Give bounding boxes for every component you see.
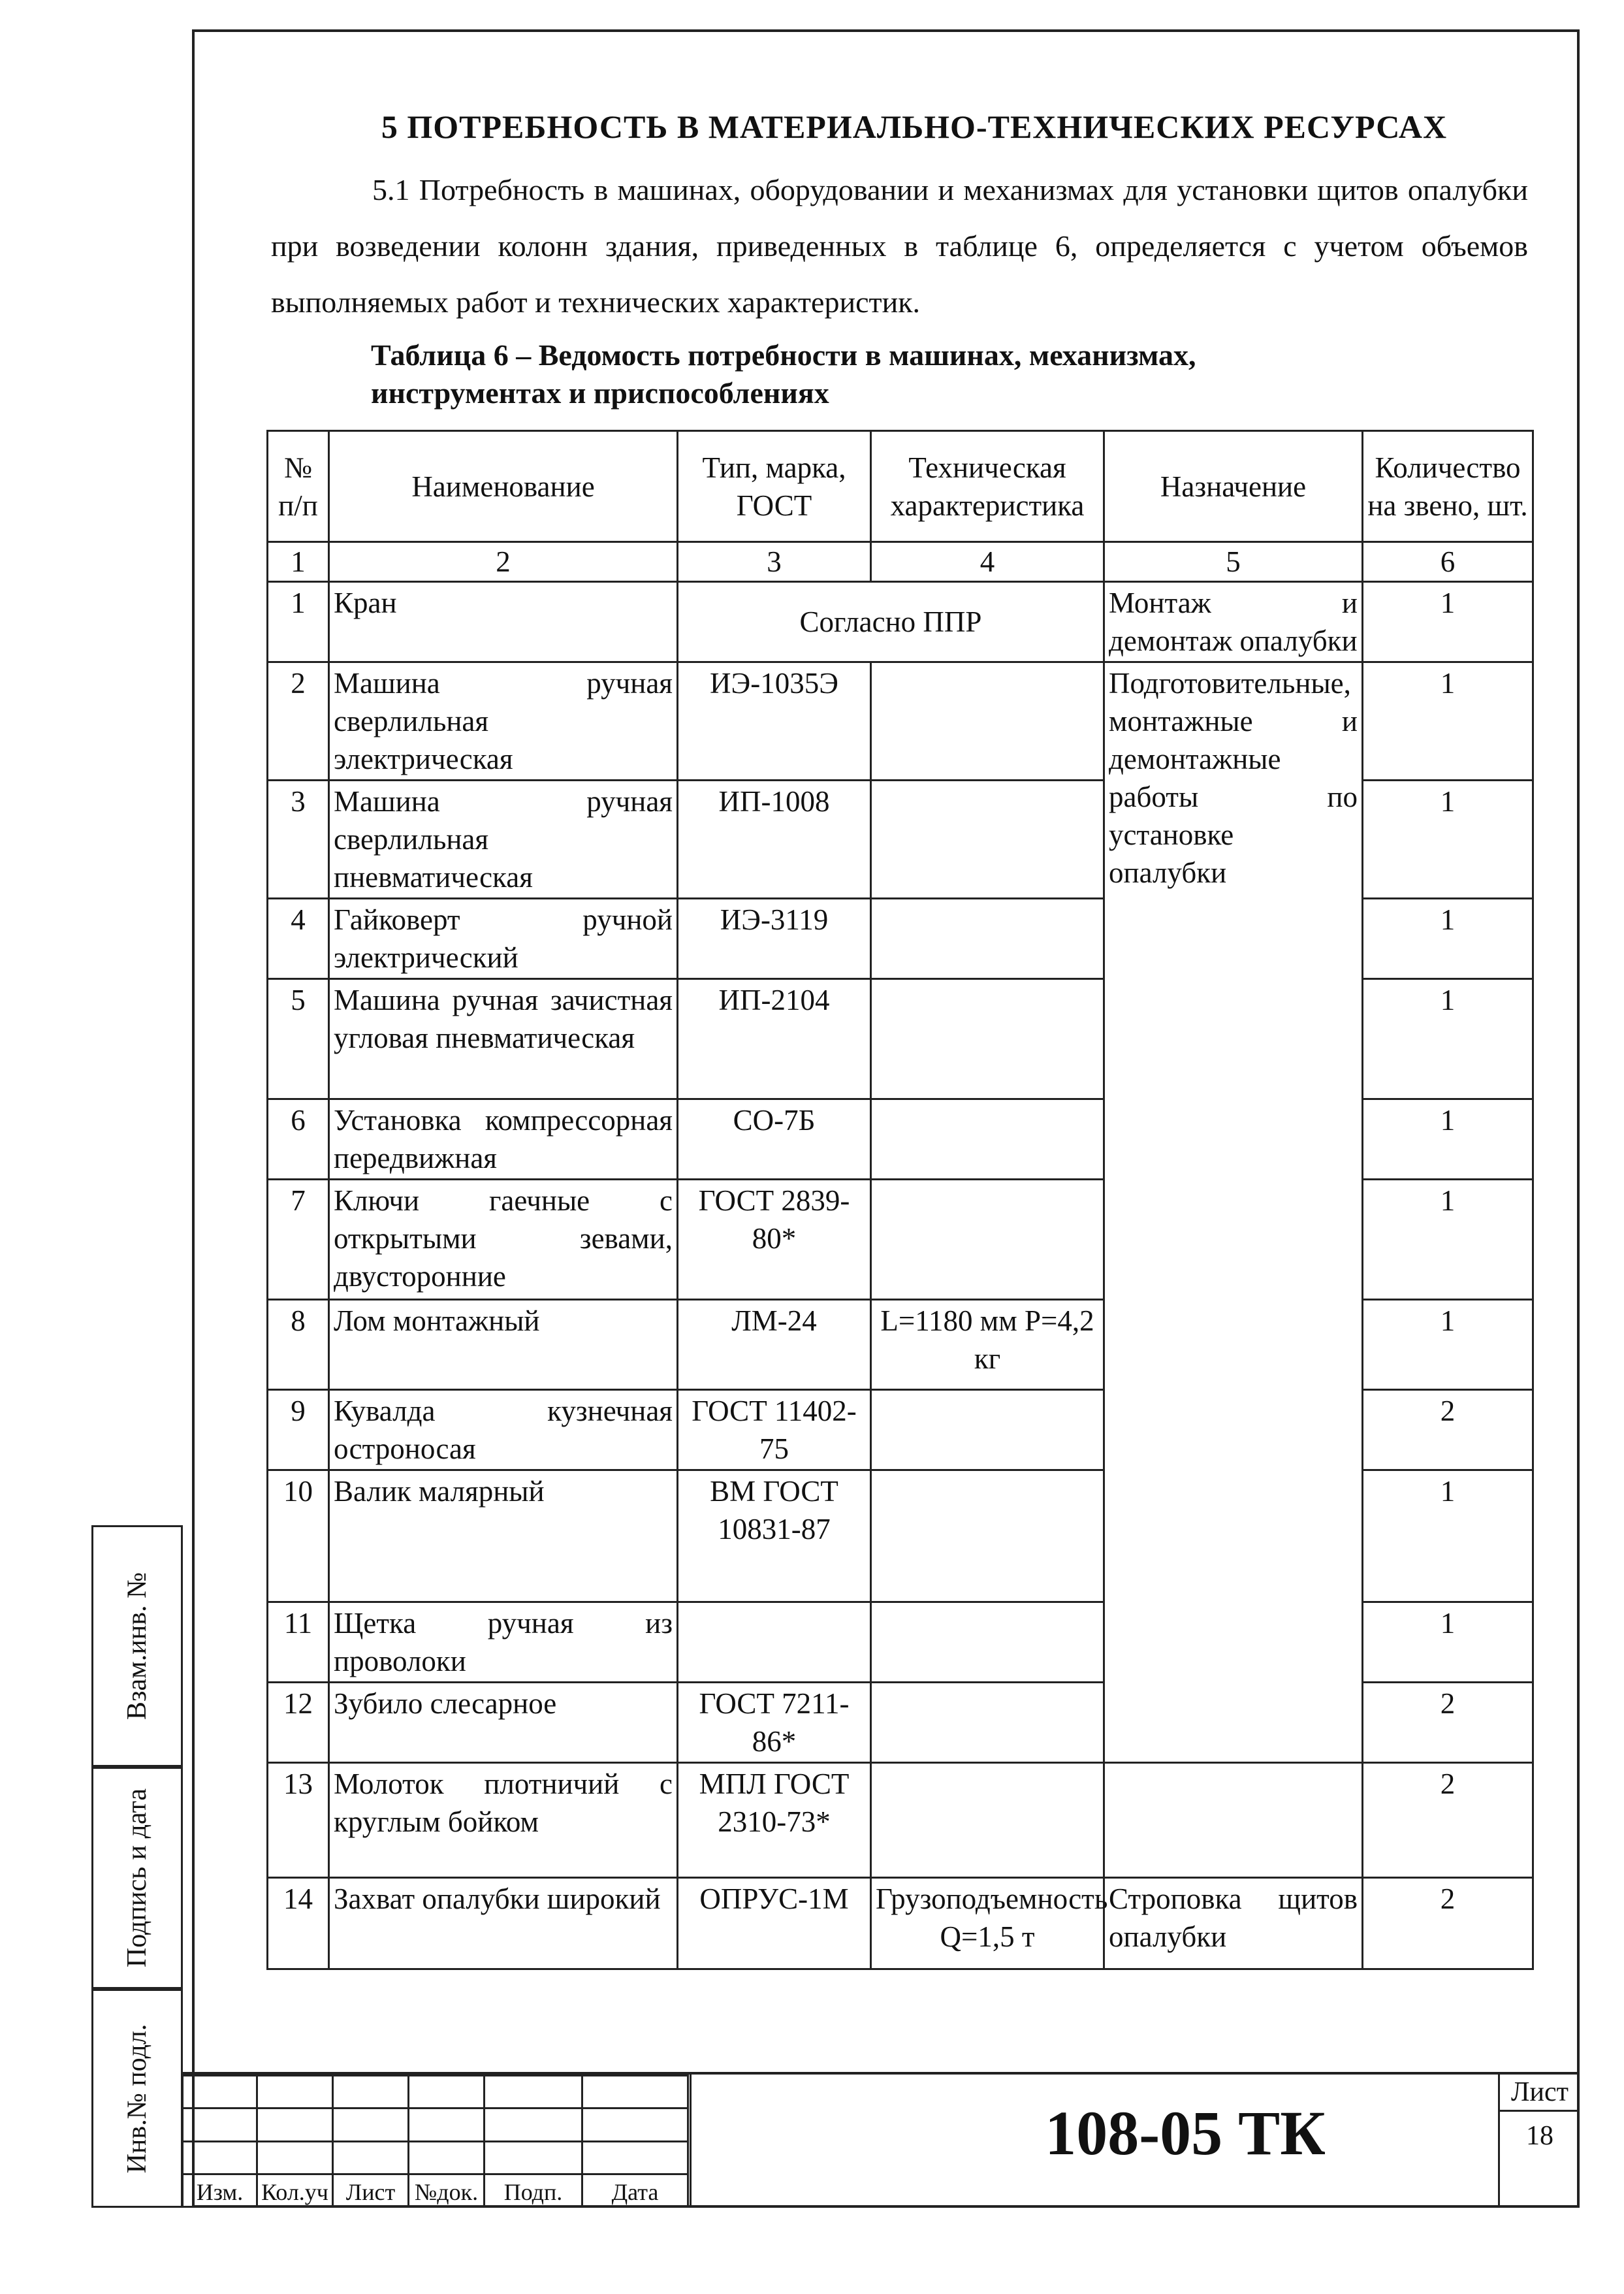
row-name: Ключи гаечные с открытыми зевами, двусторонние xyxy=(329,1180,678,1300)
row-name: Молоток плотничий с круглым бойком xyxy=(329,1763,678,1878)
header-type: Тип, марка, ГОСТ xyxy=(678,431,871,542)
table-row xyxy=(268,1878,1533,1969)
header-tech: Техническая характеристика xyxy=(871,431,1104,542)
row-quantity: 1 xyxy=(1363,1300,1533,1390)
row-tech xyxy=(871,899,1104,979)
row-name: Захват опалубки широкий xyxy=(329,1878,678,1969)
row-tech xyxy=(871,662,1104,781)
table-index-row xyxy=(268,542,1533,582)
title-block xyxy=(182,2072,1580,2208)
row-number: 14 xyxy=(268,1878,329,1969)
row-purpose xyxy=(1104,1763,1363,1878)
row-type: ИП-2104 xyxy=(678,979,871,1099)
row-number: 7 xyxy=(268,1180,329,1300)
title-block-grid xyxy=(182,2075,689,2208)
sheet-label: Лист xyxy=(1500,2075,1580,2112)
row-type: ВМ ГОСТ 10831-87 xyxy=(678,1470,871,1602)
resources-table xyxy=(266,430,1534,1970)
stamp-label: Изм. xyxy=(183,2174,257,2206)
stamp-label: Лист xyxy=(333,2174,409,2206)
body-paragraph: 5.1 Потребность в машинах, оборудовании и механизмах для установки щитов опалубки при возведении колонн здания, приведенных в таблице 6, определяется с учетом объемов выполняемых работ и технических характеристик. xyxy=(271,173,1528,319)
row-tech xyxy=(871,1390,1104,1470)
row-quantity: 1 xyxy=(1363,1099,1533,1180)
stamp-label: №док. xyxy=(409,2174,485,2206)
index-cell: 6 xyxy=(1363,542,1533,582)
row-quantity: 2 xyxy=(1363,1878,1533,1969)
row-tech xyxy=(871,1602,1104,1683)
header-quantity: Количество на звено, шт. xyxy=(1363,431,1533,542)
table-row xyxy=(268,662,1533,781)
row-type xyxy=(678,1602,871,1683)
row-number: 4 xyxy=(268,899,329,979)
section-heading: 5 ПОТРЕБНОСТЬ В МАТЕРИАЛЬНО-ТЕХНИЧЕСКИХ РЕСУРСАХ xyxy=(381,108,1448,145)
table-header-row xyxy=(268,431,1533,542)
row-tech xyxy=(871,781,1104,899)
side-cell-vzam xyxy=(91,1525,183,1767)
row-quantity: 1 xyxy=(1363,1180,1533,1300)
row-number: 1 xyxy=(268,582,329,662)
stamp-label: Кол.уч xyxy=(257,2174,333,2206)
row-number: 13 xyxy=(268,1763,329,1878)
side-label-inv: Инв.№ подл. xyxy=(122,2024,152,2173)
row-purpose: Строповка щитов опалубки xyxy=(1104,1878,1363,1969)
row-name: Щетка ручная из проволоки xyxy=(329,1602,678,1683)
header-number: № п/п xyxy=(268,431,329,542)
row-number: 9 xyxy=(268,1390,329,1470)
row-number: 2 xyxy=(268,662,329,781)
title-block-labels xyxy=(183,2174,688,2206)
row-type: ИЭ-1035Э xyxy=(678,662,871,781)
row-quantity: 2 xyxy=(1363,1763,1533,1878)
row-name: Валик малярный xyxy=(329,1470,678,1602)
row-type: ОПРУС-1М xyxy=(678,1878,871,1969)
row-quantity: 2 xyxy=(1363,1683,1533,1763)
row-name: Машина ручная сверлильная электрическая xyxy=(329,662,678,781)
header-purpose: Назначение xyxy=(1104,431,1363,542)
row-name: Установка компрессорная передвижная xyxy=(329,1099,678,1180)
row-tech xyxy=(871,1763,1104,1878)
row-type: МПЛ ГОСТ 2310-73* xyxy=(678,1763,871,1878)
row-type: СО-7Б xyxy=(678,1099,871,1180)
row-name: Машина ручная зачистная угловая пневматическая xyxy=(329,979,678,1099)
side-label-vzam: Взам.инв. № xyxy=(122,1572,152,1720)
row-number: 5 xyxy=(268,979,329,1099)
row-tech xyxy=(871,979,1104,1099)
row-tech xyxy=(871,1470,1104,1602)
row-quantity: 1 xyxy=(1363,899,1533,979)
row-quantity: 1 xyxy=(1363,1602,1533,1683)
side-label-podpis: Подпись и дата xyxy=(122,1788,152,1968)
row-tech xyxy=(871,1099,1104,1180)
index-cell: 2 xyxy=(329,542,678,582)
side-cell-inv xyxy=(91,1989,183,2208)
row-name: Лом монтажный xyxy=(329,1300,678,1390)
row-type: ГОСТ 7211-86* xyxy=(678,1683,871,1763)
row-name: Зубило слесарное xyxy=(329,1683,678,1763)
row-number: 3 xyxy=(268,781,329,899)
row-name: Гайковерт ручной электрический xyxy=(329,899,678,979)
row-purpose-shared: Подготовительные, монтажные и демонтажные работы по установке опалубки xyxy=(1104,662,1363,1763)
row-quantity: 1 xyxy=(1363,1470,1533,1602)
table-caption xyxy=(371,336,1416,412)
row-tech xyxy=(871,1180,1104,1300)
row-tech xyxy=(871,1683,1104,1763)
row-number: 11 xyxy=(268,1602,329,1683)
row-name: Кран xyxy=(329,582,678,662)
row-quantity: 1 xyxy=(1363,979,1533,1099)
row-tech: Грузоподъемность Q=1,5 т xyxy=(871,1878,1104,1969)
table-caption-line-2: инструментах и приспособлениях xyxy=(371,376,829,410)
row-number: 12 xyxy=(268,1683,329,1763)
index-cell: 3 xyxy=(678,542,871,582)
document-code-cell xyxy=(690,2075,1624,2208)
table-row xyxy=(268,582,1533,662)
row-purpose: Монтаж и демонтаж опалубки xyxy=(1104,582,1363,662)
row-tech: L=1180 мм P=4,2 кг xyxy=(871,1300,1104,1390)
row-quantity: 1 xyxy=(1363,582,1533,662)
index-cell: 5 xyxy=(1104,542,1363,582)
row-type: ЛМ-24 xyxy=(678,1300,871,1390)
row-type: ИЭ-3119 xyxy=(678,899,871,979)
document-code: 108-05 ТК xyxy=(1045,2098,1326,2168)
row-number: 10 xyxy=(268,1470,329,1602)
row-name: Машина ручная сверлильная пневматическая xyxy=(329,781,678,899)
row-type: ГОСТ 11402-75 xyxy=(678,1390,871,1470)
stamp-label: Подп. xyxy=(485,2174,582,2206)
index-cell: 1 xyxy=(268,542,329,582)
row-quantity: 1 xyxy=(1363,662,1533,781)
side-cell-podpis xyxy=(91,1767,183,1989)
header-name: Наименование xyxy=(329,431,678,542)
sheet-number: 18 xyxy=(1526,2121,1553,2151)
stamp-label: Дата xyxy=(582,2174,688,2206)
row-name: Кувалда кузнечная остроносая xyxy=(329,1390,678,1470)
row-merged-type: Согласно ППР xyxy=(678,582,1104,662)
row-quantity: 1 xyxy=(1363,781,1533,899)
sheet-box xyxy=(1498,2075,1580,2208)
table-row xyxy=(268,1763,1533,1878)
row-number: 8 xyxy=(268,1300,329,1390)
row-number: 6 xyxy=(268,1099,329,1180)
row-quantity: 2 xyxy=(1363,1390,1533,1470)
row-type: ГОСТ 2839-80* xyxy=(678,1180,871,1300)
table-caption-line-1: Таблица 6 – Ведомость потребности в машинах, механизмах, xyxy=(371,338,1196,372)
index-cell: 4 xyxy=(871,542,1104,582)
row-type: ИП-1008 xyxy=(678,781,871,899)
